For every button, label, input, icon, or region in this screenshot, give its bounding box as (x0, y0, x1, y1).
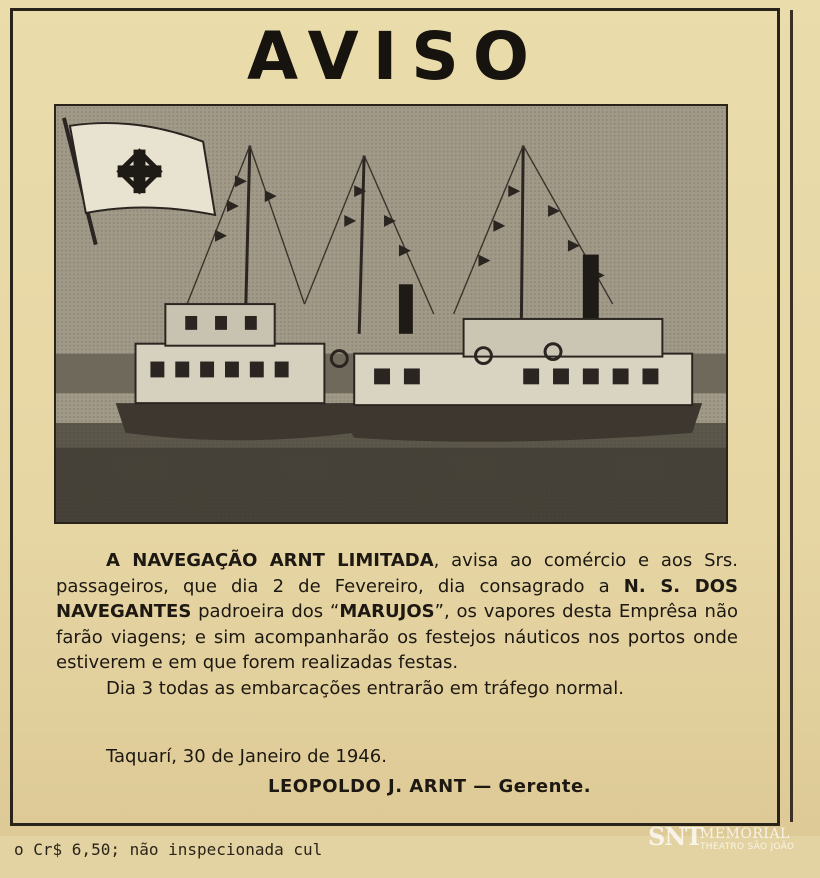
saint-name: N. S. DOS NAVEGANTES (56, 575, 738, 622)
place-date: Taquarí, 30 de Janeiro de 1946. (106, 746, 387, 767)
paragraph-text: , avisa ao comércio e aos Srs. passageiros, que dia 2 de Fevereiro, dia consagrado a (56, 550, 738, 597)
notice-paragraph-2: Dia 3 todas as embarcações entrarão em tráfego normal. (106, 677, 624, 699)
signature: LEOPOLDO J. ARNT — Gerente. (268, 776, 592, 797)
company-name: A NAVEGAÇÃO ARNT LIMITADA (106, 550, 434, 571)
notice-body (56, 548, 738, 701)
bottom-clipping-text: o Cr$ 6,50; não inspecionada cul (14, 840, 323, 859)
column-rule (790, 10, 793, 822)
marujos-word: MARUJOS (339, 601, 435, 622)
watermark-logo: SNT (648, 822, 703, 851)
watermark-line-1: MEMORIAL (700, 826, 790, 842)
notice-title: AVISO (247, 18, 543, 95)
paragraph-text: ”, os vapores desta Emprêsa não farão viagens; e sim acompanharão os festejos náuticos nos portos onde estiverem e em que forem realizadas festas. (56, 601, 738, 673)
paragraph-text: padroeira dos “ (191, 601, 340, 622)
steamboats-photo (54, 104, 728, 524)
watermark (648, 822, 808, 862)
notice-paragraph-1 (56, 548, 738, 676)
watermark-line-2: THEATRO SÃO JOÃO (700, 842, 795, 852)
